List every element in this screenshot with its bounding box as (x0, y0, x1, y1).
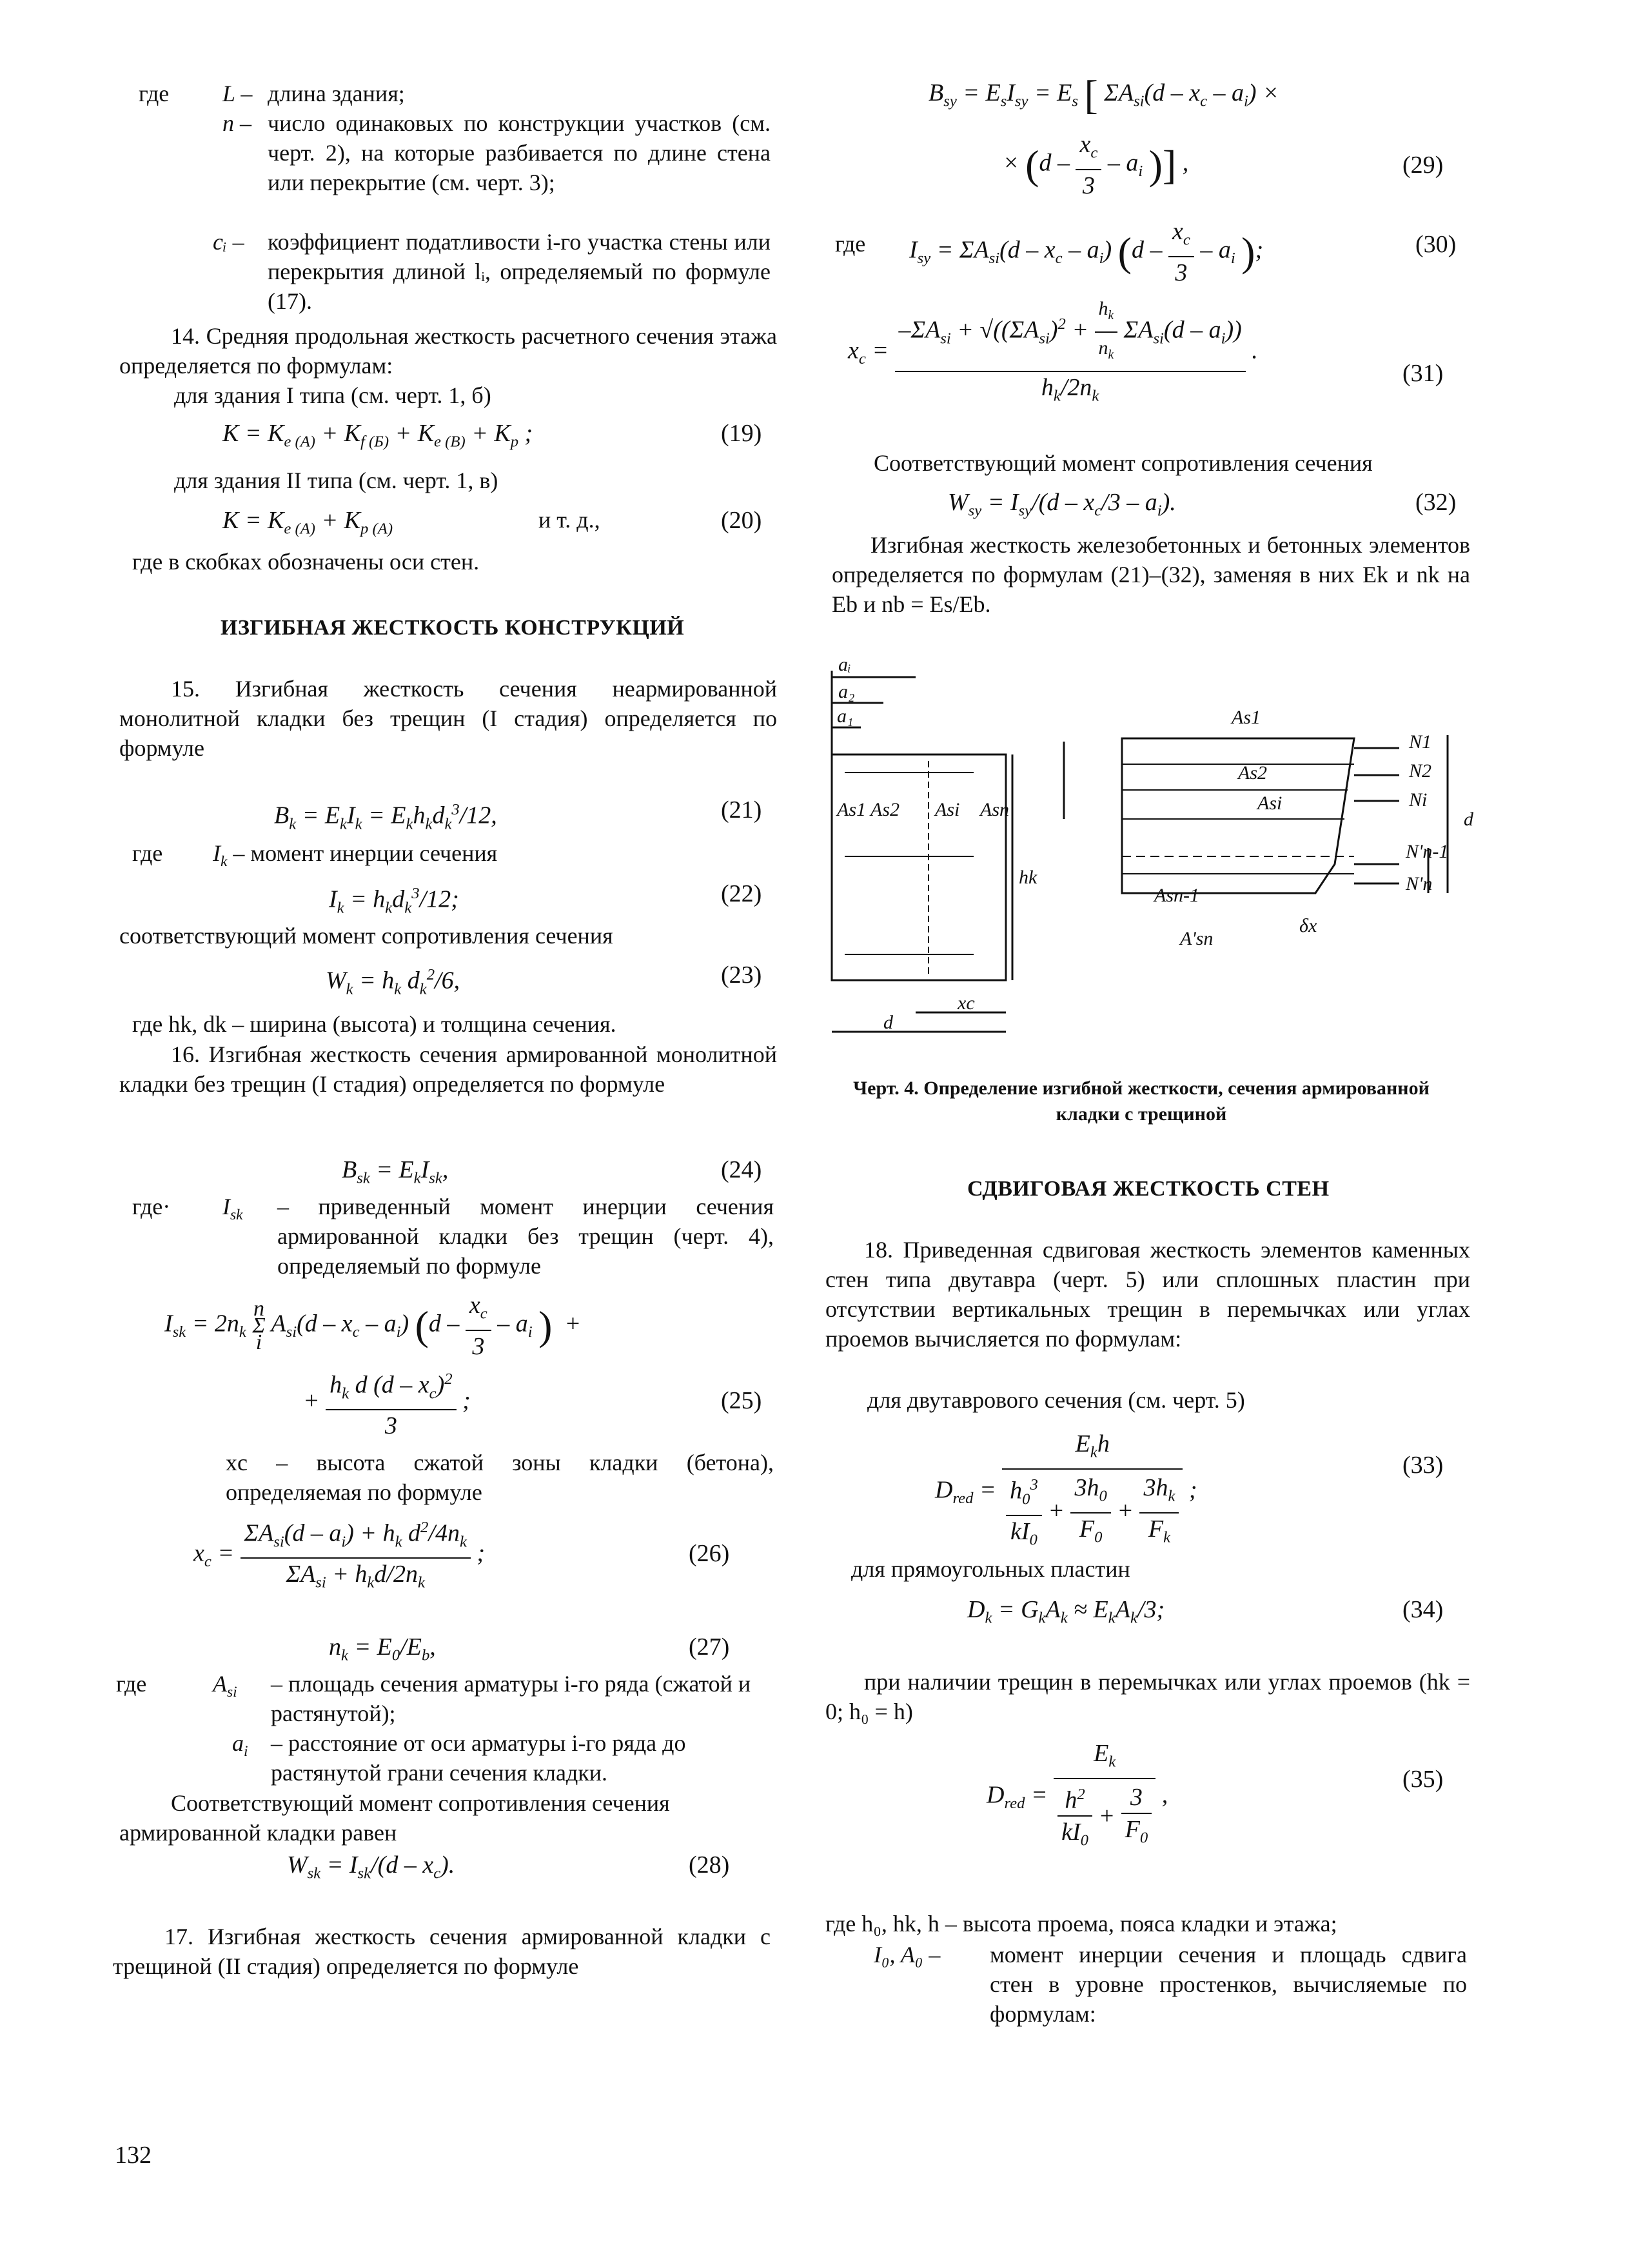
ibeam-section-line: для двутаврового сечения (см. черт. 5) (867, 1387, 1245, 1413)
where-label: где (835, 231, 866, 257)
svg-text:aᵢ: aᵢ (838, 654, 851, 675)
def-text: число одинаковых по конструкции участков (см. черт. 2), на которые разбивается по длине стена или перекрытие (см. черт. 3); (268, 110, 771, 195)
paragraph-moment-sk: Соответствующий момент сопротивления сечения армированной кладки равен (119, 1790, 670, 1846)
formula-19: $K = K_{e (А)} + K_{f (Б)} + K_{e (В)} + K_p$ ; (222, 420, 533, 451)
def-hk-dk: где hk, dk – ширина (высота) и толщина сечения. (132, 1011, 616, 1037)
formula-23: $W_k = h_k$ $d_k^2/6$, (326, 966, 460, 998)
def-text: – площадь сечения арматуры i-го ряда (сжатой и растянутой); (271, 1671, 751, 1726)
svg-text:Asi: Asi (935, 799, 960, 820)
svg-text:xc: xc (958, 992, 975, 1014)
def-text: – момент инерции сечения (233, 840, 498, 866)
paragraph-reinforced-concrete: Изгибная жесткость железобетонных и бетонных элементов определяется по формулам (21)–(32), заменяя в них Ek и nk на Eb и nb = Es/Eb. (832, 532, 1470, 617)
building-type-2: для здания II типа (см. черт. 1, в) (174, 468, 498, 493)
formula-32-number: (32) (1415, 489, 1457, 516)
heading-bending-stiffness: ИЗГИБНАЯ ЖЕСТКОСТЬ КОНСТРУКЦИЙ (221, 616, 685, 640)
formula-33: $D_{red}$ = $E_kh$ $\frac{h_0^3}{kI_0}$ + $\frac{3h_0}{F_0}$ + $\frac{3h_k}{F_k}$ ; (935, 1428, 1197, 1555)
formula-33-number: (33) (1402, 1452, 1444, 1479)
svg-text:Ni: Ni (1409, 789, 1428, 811)
where-label: где· (132, 1194, 171, 1219)
def-symbol: $I_k$ (213, 840, 228, 871)
formula-19-number: (19) (721, 420, 762, 447)
svg-text:δx: δx (1299, 915, 1317, 936)
def-text: длина здания; (268, 81, 405, 106)
formula-26: $x_c$ = $\frac{\Sigma A_{si}(d - a_i) + h_k d^2/4n_k}{\Sigma A_{si} + h_kd/2n_k}$ ; (193, 1512, 485, 1599)
def-heights: где h₀, hk, h – высота проема, пояса кладки и этажа; (825, 1911, 1337, 1937)
paragraph-18: 18. Приведенная сдвиговая жесткость элементов каменных стен типа двутавра (черт. 5) или сплошных пластин при отсутствии вертикальных трещин в перемычках или углах проемов вычисляется по формулам: (825, 1237, 1470, 1352)
formula-24: $B_{sk} = E_kI_{sk}$, (342, 1156, 449, 1187)
svg-text:N1: N1 (1409, 731, 1432, 753)
formula-25-line1: $I_{sk} = 2n_k$ n Σ i $A_{si}(d - x_c - a_i)$ (d – $\frac{x_c}{3}$ – $a_i$ ) + (164, 1290, 581, 1362)
formula-25-line2: + $\frac{h_k d (d - x_c)^2}{3}$ ; (303, 1364, 471, 1441)
formula-28-number: (28) (689, 1851, 730, 1878)
formula-34: $D_k = G_kA_k \approx E_kA_k/3$; (967, 1596, 1165, 1627)
def-I0-A0 (874, 1940, 1473, 2030)
svg-text:a₂: a₂ (838, 681, 855, 702)
def-Isk (222, 1192, 777, 1281)
def-Asi (213, 1669, 777, 1728)
svg-text:A'sn: A'sn (1180, 928, 1214, 949)
formula-29-line1: $B_{sy} = E_sI_{sy} = E_s$ [ $\Sigma A_{si}(d - x_c - a_i)$ × (929, 72, 1279, 118)
paragraph-cracks: при наличии трещин в перемычках или углах проемов (hk = 0; h₀ = h) (825, 1669, 1470, 1724)
def-symbol: $a_i$ (232, 1730, 248, 1760)
svg-text:As1: As1 (837, 799, 866, 820)
def-symbol: $A_{si}$ (213, 1671, 237, 1701)
page-number: 132 (115, 2142, 152, 2169)
formula-31: $x_c$ = $-\Sigma A_{si} + √((\Sigma A_{si})^2$ + $\frac{h_k}{n_k}$ $\Sigma A_{si}(d - a_i)$) $h_k/2n_k$ . (848, 293, 1258, 412)
def-text: – расстояние от оси арматуры i-го ряда до растянутой грани сечения кладки. (271, 1730, 686, 1786)
figure-4-caption: Черт. 4. Определение изгибной жесткости, сечения армированной кладки с трещиной (853, 1078, 1430, 1125)
formula-35-number: (35) (1402, 1766, 1444, 1793)
def-symbol: cᵢ – (213, 229, 244, 255)
def-text: xc – высота сжатой зоны кладки (бетона), определяемая по формуле (226, 1450, 774, 1505)
svg-text:As2: As2 (1238, 762, 1267, 784)
formula-34-number: (34) (1402, 1596, 1444, 1623)
section-outline (832, 754, 1006, 980)
svg-text:As2: As2 (870, 799, 900, 820)
def-L (222, 79, 777, 108)
formula-29-line2: × (d – $\frac{x_c}{3}$ – $a_i$ )] , (1003, 129, 1188, 201)
svg-text:a₁: a₁ (837, 705, 854, 727)
formula-22-number: (22) (721, 880, 762, 907)
formula-26-number: (26) (689, 1540, 730, 1567)
def-symbol: I₀, A₀ – (874, 1942, 941, 1967)
where-label: где (132, 840, 163, 866)
moment-resistance-line: соответствующий момент сопротивления сечения (119, 923, 613, 949)
moment-resistance-line: Соответствующий момент сопротивления сечения (874, 450, 1373, 476)
where-label: где (116, 1671, 147, 1697)
formula-28: $W_{sk} = I_{sk}/(d - x_c)$. (287, 1851, 455, 1882)
svg-text:N2: N2 (1409, 760, 1432, 782)
formula-30: $I_{sy} = \Sigma A_{si}(d - x_c - a_i)$ (d – $\frac{x_c}{3}$ – $a_i$ ); (909, 216, 1263, 288)
def-n (222, 108, 777, 227)
formula-35: $D_{red}$ = $E_k$ $\frac{h^2}{kI_0}$ + $\frac{3}{F_0}$ , (987, 1738, 1168, 1857)
paragraph-16: 16. Изгибная жесткость сечения армированной монолитной кладки без трещин (I стадия) определяется по формуле (119, 1041, 777, 1097)
svg-text:Asn: Asn (980, 799, 1009, 820)
formula-32: $W_{sy} = I_{sy}/(d - x_c/3 - a_i)$. (948, 489, 1176, 520)
paragraph-14: 14. Средняя продольная жесткость расчетного сечения этажа определяется по формулам: (119, 323, 777, 379)
def-symbol: $I_{sk}$ (222, 1194, 243, 1224)
formula-27-number: (27) (689, 1633, 730, 1661)
formula-22: $I_k = h_kd_k^3/12$; (329, 885, 459, 917)
paragraph-15: 15. Изгибная жесткость сечения неармированной монолитной кладки без трещин (I стадия) определяется по формуле (119, 676, 777, 761)
formula-30-number: (30) (1415, 231, 1457, 258)
axes-note: где в скобках обозначены оси стен. (132, 549, 480, 575)
formula-20-number: (20) (721, 507, 762, 534)
formula-24-number: (24) (721, 1156, 762, 1183)
paragraph-17: 17. Изгибная жесткость сечения армированной кладки с трещиной (II стадия) определяется по формуле (113, 1924, 771, 1979)
svg-text:hk: hk (1019, 867, 1037, 888)
where-label: где (139, 81, 170, 106)
formula-29-number: (29) (1402, 152, 1444, 179)
def-c (213, 227, 777, 316)
formula-31-number: (31) (1402, 360, 1444, 387)
svg-text:N'n: N'n (1406, 873, 1433, 894)
svg-text:Asn-1: Asn-1 (1154, 885, 1199, 906)
formula-20-tail: и т. д., (538, 507, 600, 533)
formula-21-number: (21) (721, 796, 762, 823)
formula-25-number: (25) (721, 1387, 762, 1414)
stress-diagram (1122, 738, 1354, 893)
def-ai (232, 1728, 777, 1788)
def-Ik (213, 838, 497, 876)
heading-shear-stiffness: СДВИГОВАЯ ЖЕСТКОСТЬ СТЕН (967, 1177, 1330, 1201)
def-symbol: L – (222, 81, 253, 106)
def-text: момент инерции сечения и площадь сдвига стен в уровне простенков, вычисляемые по формулам: (990, 1942, 1467, 2027)
building-type-1: для здания I типа (см. черт. 1, б) (174, 382, 491, 408)
def-symbol: n – (222, 110, 251, 136)
formula-27: $n_k = E_0/E_b$, (329, 1633, 436, 1664)
svg-text:N'n-1: N'n-1 (1406, 841, 1449, 862)
def-xc (226, 1448, 777, 1507)
formula-20: $K = K_{e (А)} + K_{p (А)}$ (222, 507, 393, 538)
formula-23-number: (23) (721, 961, 762, 989)
figure-4-diagram (819, 651, 1502, 1051)
def-text: – приведенный момент инерции сечения армированной кладки без трещин (черт. 4), определяемый по формуле (277, 1194, 774, 1279)
svg-text:d: d (883, 1012, 893, 1033)
svg-text:As1: As1 (1232, 707, 1261, 728)
def-text: коэффициент податливости i-го участка стены или перекрытия длиной lᵢ, определяемый по формуле (17). (268, 229, 771, 314)
formula-21: $B_k = E_kI_k = E_kh_kd_k^3/12$, (274, 801, 497, 833)
svg-text:d: d (1464, 809, 1473, 830)
svg-text:Asi: Asi (1257, 793, 1283, 814)
rect-plates-line: для прямоугольных пластин (851, 1556, 1130, 1582)
